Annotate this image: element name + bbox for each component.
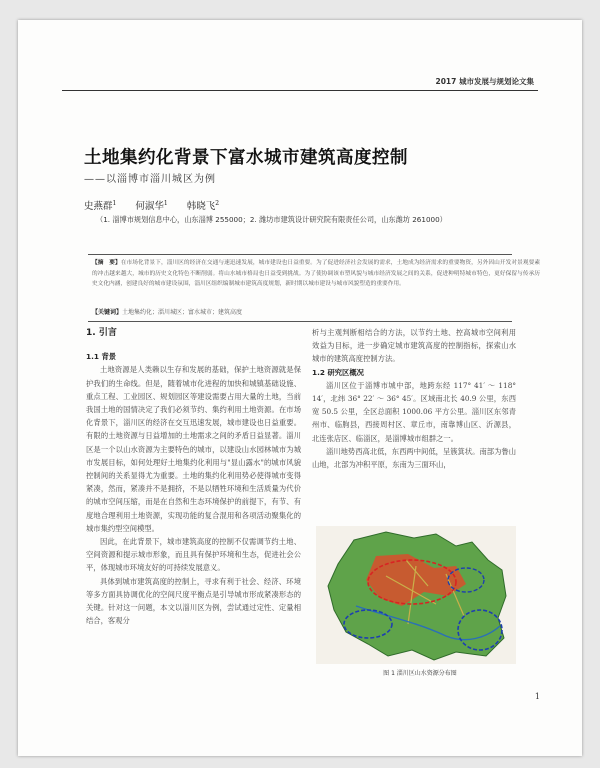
right-column: [312, 326, 516, 471]
district-map: [316, 526, 516, 664]
subsection-heading: 1.1 背景: [86, 352, 117, 362]
body-paragraph: 淄川区位于淄博市城中部，地跨东经 117° 41′ ～ 118° 14′，北纬 36° 22′ ～ 36° 45′。区域南北长 40.9 公里，东西宽 50.5 公里，全区总面积 1000.06 平方公里。淄川区东邻青州市、临朐县，西接周村区、章丘市，南靠博山区、沂源县，北连张店区、临淄区，是淄博城市组群之一。: [312, 380, 516, 443]
abstract-bottom-rule: [88, 321, 512, 322]
resource-map-figure: [316, 526, 516, 664]
abstract: [92, 258, 540, 290]
body-paragraph: 因此，在此背景下，城市建筑高度的控制不仅需调节约土地、空间资源和提示城市形象，而且具有保护环境和生态，促进社会公平，体现城市环境友好的可持续发展意义。: [86, 537, 301, 573]
author: 史燕群$^1$: [84, 199, 117, 212]
affiliation: （1. 淄博市规划信息中心，山东淄博 255000；2. 潍坊市建筑设计研究院有限责任公司，山东潍坊 261000）: [96, 215, 447, 224]
abstract-top-rule: [88, 254, 512, 255]
keywords: [92, 307, 540, 316]
author: 何淑华$^1$: [135, 199, 168, 212]
paper-title: 土地集约化背景下富水城市建筑高度控制: [84, 148, 408, 168]
running-head: 2017 城市发展与规划论文集: [435, 77, 534, 86]
page-number: 1: [534, 692, 540, 701]
author: 韩晓飞$^2$: [186, 199, 220, 212]
figure-caption: 图 1 淄川区山水资源分布图: [383, 670, 457, 677]
keywords-label: 【关键词】: [92, 309, 123, 316]
section-heading: 1. 引言: [86, 328, 117, 338]
abstract-text: 在市场化背景下，淄川区的经济在交通与速迅速发展，城市建设也日益重要。为了促进经济社会发展的需求，土地成为经济需求的重要物资，另外因山开发对景观要素的冲击越来越大，城市的历史文化特色不断削弱。将山水城市格局也日益受到挑战。为了使协调该市塑风貌与城市经济发展之间的关系，促进种明特城市特色，更好保留与传承历史文化内涵，创建良好的城市建设氛围，淄川区组织编制城市建筑高度规划，新时期以城市建设与城市风貌塑造的重要作用。: [92, 260, 541, 287]
subsection-heading: 1.2 研究区概况: [312, 367, 364, 377]
body-paragraph: 具体到城市建筑高度的控制上，寻求有利于社会、经济、环境等多方面具协调优化的空间尺度平衡点是引导城市形成紧凑形态的关键。针对这一问题，本文以淄川区为例，尝试通过定性、定量相结合，客观分: [86, 576, 301, 626]
keywords-text: 土地集约化；淄川城区；富水城市；建筑高度: [122, 309, 243, 316]
body-paragraph: 析与主观判断相结合的方法，以节约土地、控高城市空间利用效益为目标，进一步确定城市建筑高度的控制指标，探索山水城市的建筑高度控制方法。: [312, 328, 516, 364]
author-list: [84, 198, 235, 212]
abstract-label: 【摘 要】: [92, 260, 121, 266]
left-column: [86, 327, 301, 627]
header-rule: [62, 90, 538, 91]
paper-subtitle: ——以淄博市淄川城区为例: [84, 174, 216, 185]
body-paragraph: 土地资源是人类赖以生存和发展的基础，保护土地资源就是保护我们的生命线。但是，随着城市化进程的加快和城镇基础设施、重点工程、工业园区、规划园区等建设需要占用大量的土地，当前我国土地的国情决定了我们必须节约、集约利用土地资源。在市场化背景下，淄川区的经济在交互迅速发展，城市建设也日益重要。有限的土地资源与日益增加的土地需求之间的矛盾日益显著。淄川区是一个以山水资源为主要特色的城市，以建设山水园林城市为城市发展目标，如何处理好土地集约化利用与"显山露水"的城市风貌控制间的关系显得尤为重要。土地的集约化利用势必使得城市变得紧凑，然而，紧凑并不是拥挤，不是以牺牲环境和生活质量为代价的城市空间压缩，而是在自然和生态环境保护的前提下，有节、有度地合理利用土地资源，实现功能的复合混用和各项活动聚集化的城市集约型空间模型。: [86, 365, 301, 533]
body-paragraph: 淄川地势西高北低，东西两中间低，呈簇箕状。南部为鲁山山地，北部为冲积平原，东南为三面环山，: [312, 446, 516, 470]
